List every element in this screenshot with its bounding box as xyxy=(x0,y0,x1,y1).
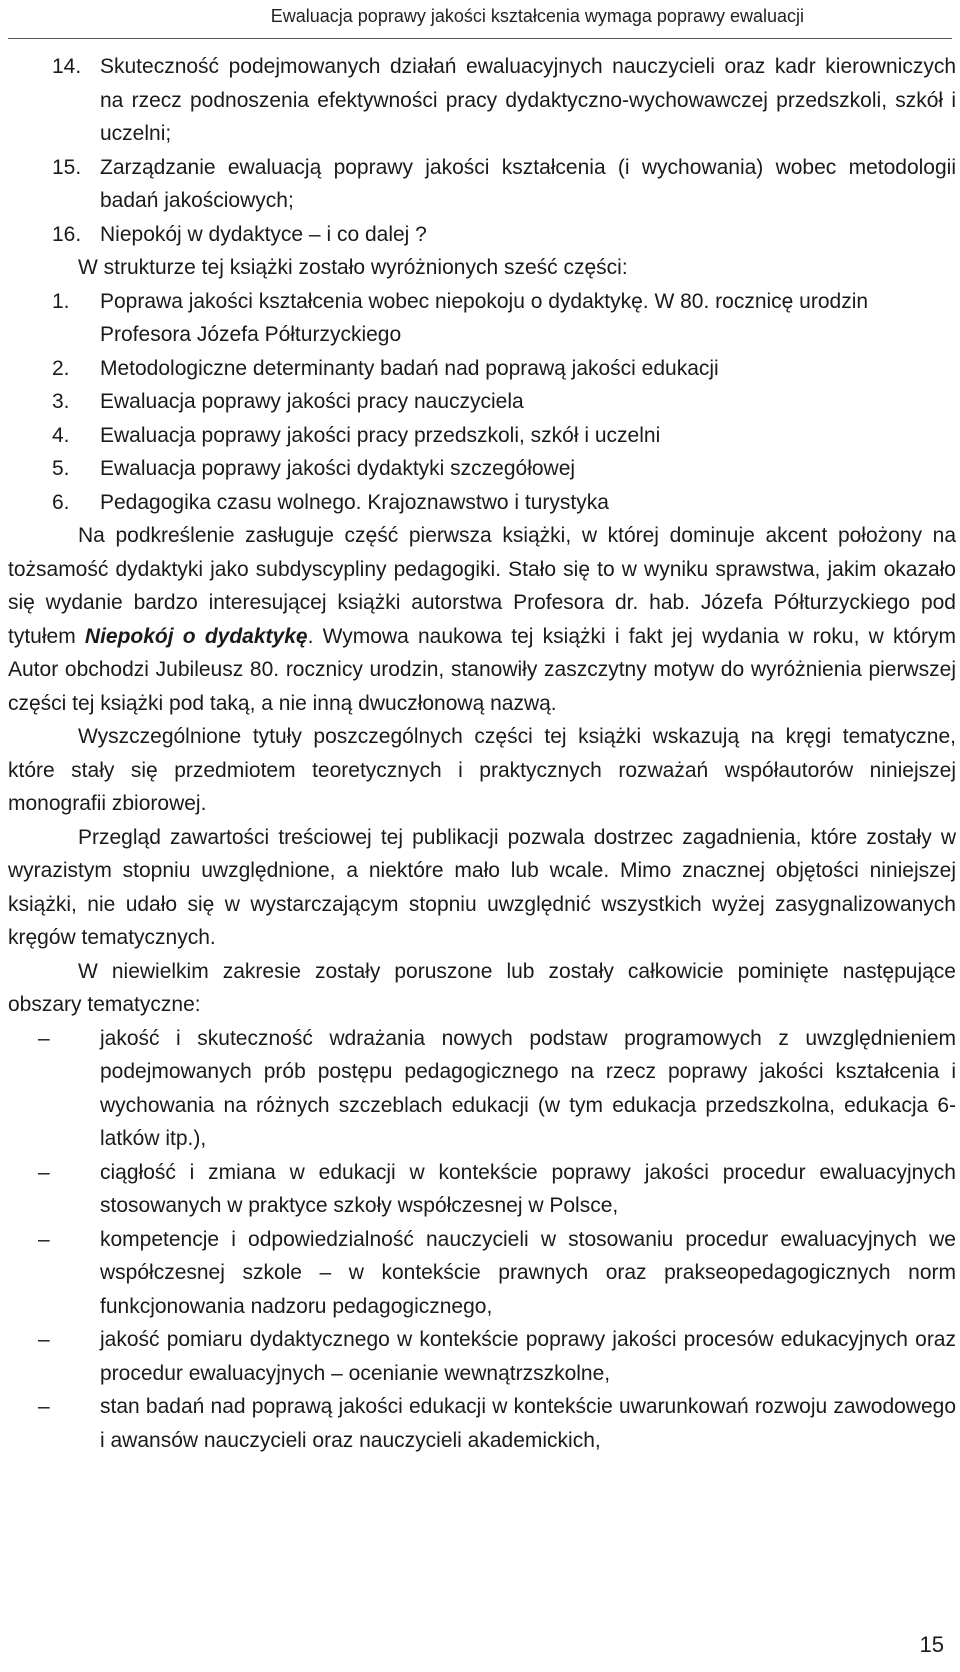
running-header: Ewaluacja poprawy jakości kształcenia wymaga poprawy ewaluacji xyxy=(270,6,804,26)
paragraph xyxy=(8,519,956,720)
part-title: Ewaluacja poprawy jakości pracy nauczyciela xyxy=(100,390,524,413)
part-number: 2. xyxy=(52,356,70,380)
dash-list-item xyxy=(8,1223,956,1324)
part-number: 5. xyxy=(52,457,70,480)
dash-item-text: jakość pomiaru dydaktycznego w kontekście poprawy jakości procesów edukacyjnych oraz procedur ewaluacyjnych – ocenianie wewnątrzszkolne, xyxy=(100,1328,956,1385)
dash-item-text: kompetencje i odpowiedzialność nauczycieli w stosowaniu procedur ewaluacyjnych we współczesnej szkole – w kontekście prawnych oraz prakseopedagogicznych norm funkcjonowania nadzoru pedagogicznego, xyxy=(100,1227,956,1318)
part-title: Ewaluacja poprawy jakości pracy przedszkoli, szkół i uczelni xyxy=(100,423,661,447)
part-item xyxy=(8,452,956,486)
part-number: 1. xyxy=(52,289,70,313)
dash-item-text: ciągłość i zmiana w edukacji w kontekście poprawy jakości procedur ewaluacyjnych stosowanych w praktyce szkoły współczesnej w Polsce, xyxy=(100,1160,956,1217)
dash-marker: – xyxy=(38,1227,50,1251)
dash-item-text: stan badań nad poprawą jakości edukacji w kontekście uwarunkowań rozwoju zawodowego i awansów nauczycieli oraz nauczycieli akademickich, xyxy=(100,1395,956,1452)
page-number: 15 xyxy=(919,1632,944,1657)
dash-marker: – xyxy=(38,1026,50,1050)
paragraph: W niewielkim zakresie zostały poruszone lub zostały całkowicie pominięte następujące obszary tematyczne: xyxy=(8,959,956,1016)
part-item xyxy=(8,385,956,419)
part-item xyxy=(8,285,956,352)
item-text: Niepokój w dydaktyce – i co dalej ? xyxy=(100,222,427,246)
part-number: 3. xyxy=(52,390,70,413)
dash-list-item xyxy=(8,1323,956,1390)
book-title: Niepokój o dydaktykę xyxy=(84,624,308,648)
part-number: 6. xyxy=(52,490,70,514)
part-title: Ewaluacja poprawy jakości dydaktyki szczegółowej xyxy=(100,457,576,480)
dash-list-item xyxy=(8,1156,956,1223)
parts-intro: W strukturze tej książki zostało wyróżnionych sześć części: xyxy=(78,256,628,279)
page-body xyxy=(8,50,956,1457)
part-item xyxy=(8,352,956,386)
item-number: 15. xyxy=(52,155,82,179)
part-item xyxy=(8,486,956,520)
dash-list-item xyxy=(8,1390,956,1457)
numbered-item xyxy=(8,50,956,151)
dash-item-text: jakość i skuteczność wdrażania nowych podstaw programowych z uwzględnieniem podejmowanych prób postępu pedagogicznego na rzecz poprawy jakości kształcenia i wychowania na różnych szczeblach edukacji (w tym edukacja przedszkolna, edukacja 6-latków itp.), xyxy=(100,1026,956,1150)
item-number: 14. xyxy=(52,55,82,78)
part-number: 4. xyxy=(52,423,70,447)
numbered-item xyxy=(8,151,956,218)
part-title: Metodologiczne determinanty badań nad poprawą jakości edukacji xyxy=(100,356,719,380)
numbered-item xyxy=(8,218,956,252)
dash-list-item xyxy=(8,1022,956,1156)
paragraph: Wyszczególnione tytuły poszczególnych części tej książki wskazują na kręgi tematyczne, które stały się przedmiotem teoretycznych i praktycznych rozważań współautorów niniejszej monografii zbiorowej. xyxy=(8,725,956,815)
paragraph-text: . Wymowa naukowa tej książki i fakt jej wydania w roku, w którym Autor obchodzi Jubileusz 80. rocznicy urodzin, stanowiły zaszczytny motyw do wyróżnienia pierwszej części tej książki pod taką, a nie inną dwuczłonową nazwą. xyxy=(8,624,956,715)
part-item xyxy=(8,419,956,453)
paragraph: Przegląd zawartości treściowej tej publikacji pozwala dostrzec zagadnienia, które zostały w wyrazistym stopniu uwzględnione, a niektóre mało lub wcale. Mimo znacznej objętości niniejszej książki, nie udało się w wystarczającym stopniu uwzględnić wszystkich wyżej zasygnalizowanych kręgów tematycznych. xyxy=(8,825,956,949)
dash-marker: – xyxy=(38,1328,50,1351)
paragraph-text: Na podkreślenie zasługuje część pierwsza książki, w której dominuje akcent położony na tożsamość dydaktyki jako subdyscypliny pedagogiki. Stało się to w wyniku sprawstwa, jakim okazało się wydanie bardzo interesującej książki autorstwa Profesora dr. hab. Józefa Półturzyckiego pod tytułem xyxy=(8,524,956,648)
item-text: Skuteczność podejmowanych działań ewaluacyjnych nauczycieli oraz kadr kierowniczych na rzecz podnoszenia efektywności pracy dydaktyczno-wychowawczej przedszkoli, szkół i uczelni; xyxy=(100,55,956,145)
dash-marker: – xyxy=(38,1395,50,1418)
item-number: 16. xyxy=(52,222,82,246)
header-rule xyxy=(8,38,952,39)
item-text: Zarządzanie ewaluacją poprawy jakości kształcenia (i wychowania) wobec metodologii badań jakościowych; xyxy=(100,155,956,212)
part-title: Pedagogika czasu wolnego. Krajoznawstwo i turystyka xyxy=(100,490,609,514)
dash-marker: – xyxy=(38,1160,50,1184)
part-title: Poprawa jakości kształcenia wobec niepokoju o dydaktykę. W 80. rocznicę urodzin Profesora Józefa Półturzyckiego xyxy=(100,289,869,346)
